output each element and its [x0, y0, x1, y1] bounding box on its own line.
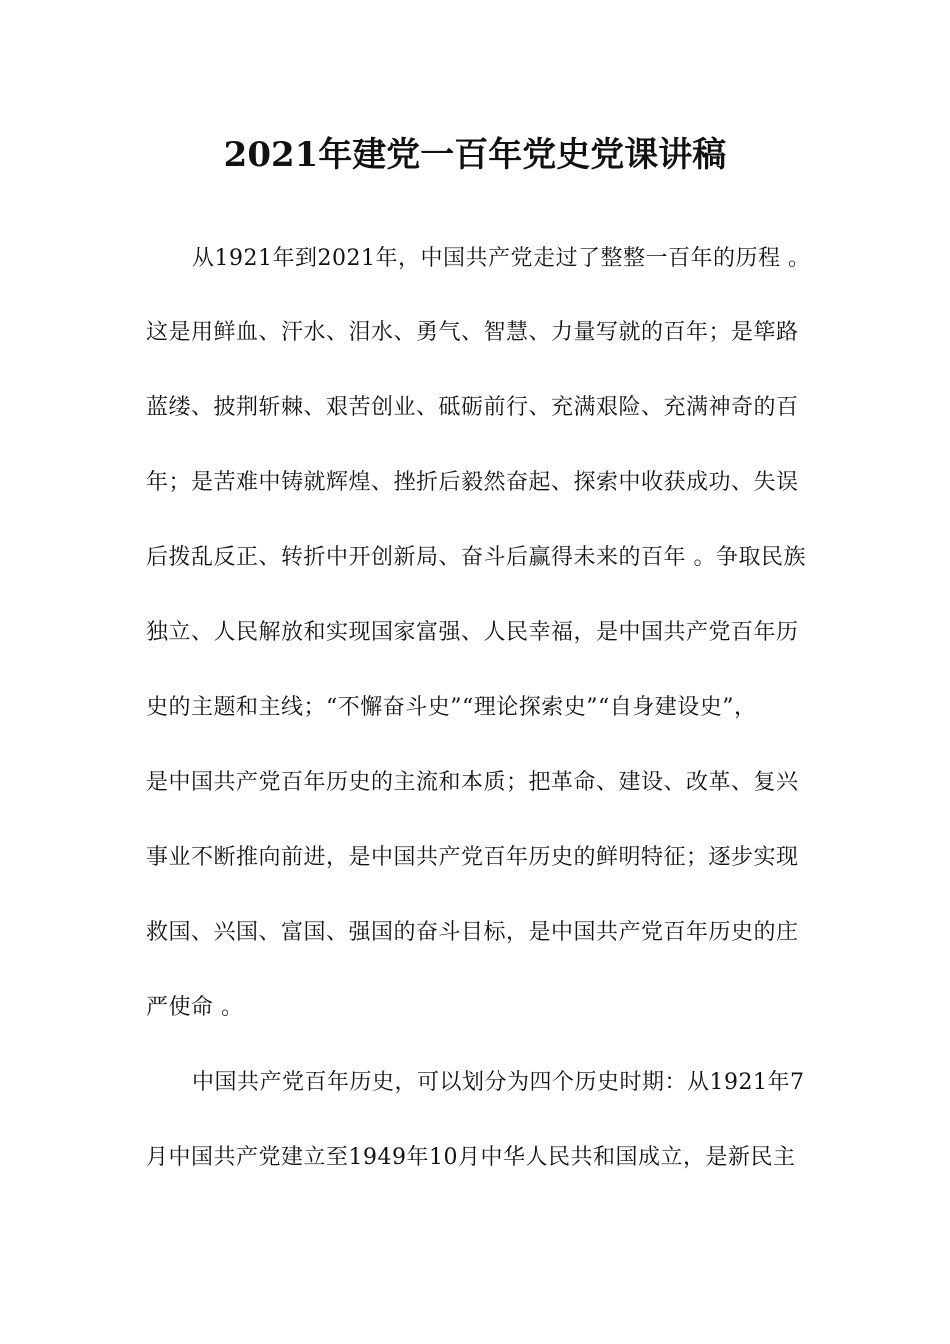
paragraph-line: 严使命 。 — [146, 995, 244, 1020]
paragraph-line: 后拨乱反正、转折中开创新局、奋斗后赢得未来的百年 。争取民族 — [146, 545, 806, 570]
paragraph-line: 月中国共产党建立至1949年10月中华人民共和国成立，是新民主 — [146, 1145, 796, 1170]
paragraph-line: 中国共产党百年历史，可以划分为四个历史时期：从1921年7 — [192, 1070, 805, 1095]
paragraph-line: 年；是苦难中铸就辉煌、挫折后毅然奋起、探索中收获成功、失误 — [146, 470, 799, 495]
paragraph-line: 独立、人民解放和实现国家富强、人民幸福，是中国共产党百年历 — [146, 620, 799, 645]
paragraph-line: 救国、兴国、富国、强国的奋斗目标，是中国共产党百年历史的庄 — [146, 920, 799, 945]
paragraph-line: 蓝缕、披荆斩棘、艰苦创业、砥砺前行、充满艰险、充满神奇的百 — [146, 395, 799, 420]
document-title: 2021年建党一百年党史党课讲稿 — [223, 135, 727, 175]
paragraph-line: 事业不断推向前进，是中国共产党百年历史的鲜明特征；逐步实现 — [146, 845, 799, 870]
paragraph-line: 这是用鲜血、汗水、泪水、勇气、智慧、力量写就的百年；是筚路 — [146, 320, 799, 345]
paragraph-line: 史的主题和主线；“不懈奋斗史”“理论探索史”“自身建设史”， — [146, 695, 757, 720]
paragraph-line: 从1921年到2021年，中国共产党走过了整整一百年的历程 。 — [192, 246, 811, 271]
paragraph-line: 是中国共产党百年历史的主流和本质；把革命、建设、改革、复兴 — [146, 770, 799, 795]
